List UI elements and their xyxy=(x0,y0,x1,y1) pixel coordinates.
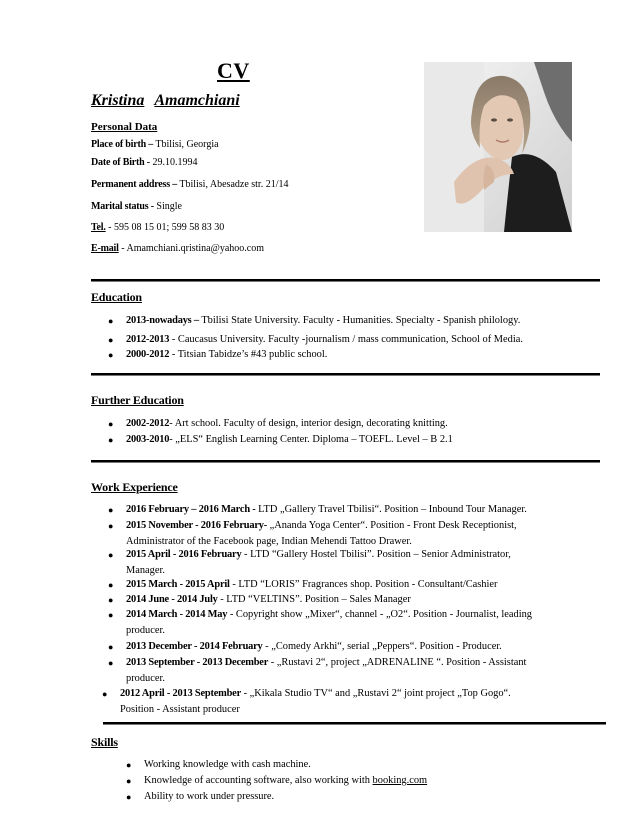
education-text: - Caucasus University. Faculty -journalism / mass communication, School of Media. xyxy=(169,334,523,345)
education-years: 2000-2012 xyxy=(126,349,170,360)
bullet-icon: ● xyxy=(126,776,132,786)
further-education-years: 2002-2012 xyxy=(126,418,170,429)
personal-value: Tbilisi, Abesadze str. 21/14 xyxy=(177,179,289,190)
skill-text: Working knowledge with cash machine. xyxy=(144,759,311,770)
work-item xyxy=(108,577,498,593)
bullet-icon: ● xyxy=(108,505,114,515)
education-years: 2013-nowadays – xyxy=(126,315,199,326)
personal-value: - Amamchiani.qristina@yahoo.com xyxy=(118,243,264,254)
work-item xyxy=(108,547,511,579)
work-text: - „Comedy Arkhi“, serial „Peppers“. Position - Producer. xyxy=(262,641,502,652)
further-education-item xyxy=(108,432,453,448)
work-text: - Copyright show „Mixer“, channel - „O2“. Position - Journalist, leading xyxy=(227,609,532,620)
bullet-icon: ● xyxy=(108,610,114,620)
work-text-continued: Administrator of the Facebook page, Indian Mehendi Tattoo Drawer. xyxy=(126,536,412,547)
personal-value: - 595 08 15 01; 599 58 83 30 xyxy=(105,222,225,233)
section-divider xyxy=(91,279,600,281)
work-text-continued: producer. xyxy=(126,625,165,636)
work-text: „Ananda Yoga Center“. Position - Front Desk Receptionist, xyxy=(266,520,517,531)
first-name: Kristina xyxy=(91,92,145,109)
last-name: Amamchiani xyxy=(154,92,240,109)
personal-value: Tbilisi, Georgia xyxy=(153,139,219,150)
bullet-icon: ● xyxy=(108,521,114,531)
portrait-photo xyxy=(424,62,572,232)
skill-item xyxy=(126,773,428,789)
work-period: 2016 February – 2016 March - xyxy=(126,504,256,515)
work-item xyxy=(108,639,502,655)
work-text-continued: Manager. xyxy=(126,565,165,576)
further-education-text: - „ELS“ English Learning Center. Diploma – TOEFL. Level – B 2.1 xyxy=(169,434,453,445)
personal-value: Single xyxy=(153,201,182,212)
work-experience-heading: Work Experience xyxy=(91,480,178,494)
work-text: - „Rustavi 2“, project „ADRENALINE “. Position - Assistant xyxy=(268,657,527,668)
personal-label: E-mail xyxy=(91,243,119,254)
personal-row-marital xyxy=(91,201,182,212)
bullet-icon: ● xyxy=(108,335,114,345)
work-text: - LTD “VELTINS”. Position – Sales Manager xyxy=(217,594,411,605)
bullet-icon: ● xyxy=(102,689,108,699)
further-education-item xyxy=(108,416,448,432)
education-years: 2012-2013 xyxy=(126,334,170,345)
personal-row-birthplace xyxy=(91,139,219,150)
work-text: LTD „Gallery Travel Tbilisi“. Position – Inbound Tour Manager. xyxy=(255,504,527,515)
bullet-icon: ● xyxy=(108,435,114,445)
bullet-icon: ● xyxy=(126,792,132,802)
work-period: 2014 June - 2014 July xyxy=(126,594,218,605)
personal-row-email xyxy=(91,243,264,254)
skill-text: Ability to work under pressure. xyxy=(144,791,275,802)
work-period: 2012 April - 2013 September xyxy=(120,688,242,699)
work-item xyxy=(108,607,532,639)
education-item xyxy=(108,313,521,329)
document-title: CV xyxy=(217,58,250,83)
work-period: 2014 March - 2014 May xyxy=(126,609,228,620)
work-text: - LTD “LORIS” Fragrances shop. Position - Consultant/Cashier xyxy=(229,579,498,590)
personal-label: Marital status - xyxy=(91,201,154,212)
work-period: 2015 April - 2016 February xyxy=(126,549,242,560)
bullet-icon: ● xyxy=(108,595,114,605)
bullet-icon: ● xyxy=(108,350,114,360)
education-text: - Titsian Tabidze’s #43 public school. xyxy=(169,349,328,360)
work-period: 2013 September - 2013 December xyxy=(126,657,269,668)
work-period: 2013 December - 2014 February xyxy=(126,641,263,652)
skill-item xyxy=(126,789,275,805)
bullet-icon: ● xyxy=(108,316,114,326)
work-text: - LTD “Gallery Hostel Tbilisi”. Position – Senior Administrator, xyxy=(241,549,511,560)
further-education-years: 2003-2010 xyxy=(126,434,170,445)
section-divider xyxy=(103,722,606,724)
further-education-text: - Art school. Faculty of design, interior design, decorating knitting. xyxy=(169,418,448,429)
personal-row-birthdate xyxy=(91,157,197,168)
work-item xyxy=(108,592,411,608)
bullet-icon: ● xyxy=(108,580,114,590)
booking-link[interactable]: booking.com xyxy=(372,775,428,786)
section-divider xyxy=(91,373,600,375)
education-heading: Education xyxy=(91,290,142,304)
education-text: Tbilisi State University. Faculty - Humanities. Specialty - Spanish philology. xyxy=(198,315,521,326)
personal-label: Tel. xyxy=(91,222,106,233)
portrait-illustration xyxy=(424,62,572,232)
skill-item xyxy=(126,757,311,773)
work-text-continued: producer. xyxy=(126,673,165,684)
work-period: 2015 March - 2015 April xyxy=(126,579,230,590)
bullet-icon: ● xyxy=(108,658,114,668)
further-education-heading: Further Education xyxy=(91,393,184,407)
personal-value: 29.10.1994 xyxy=(149,157,198,168)
candidate-name xyxy=(91,92,250,110)
work-item xyxy=(108,655,527,687)
education-item xyxy=(108,347,328,363)
skill-text: Knowledge of accounting software, also working with xyxy=(144,775,373,786)
personal-row-tel xyxy=(91,222,224,233)
bullet-icon: ● xyxy=(108,550,114,560)
personal-row-address xyxy=(91,179,289,190)
work-period: 2015 November - 2016 February- xyxy=(126,520,267,531)
work-text-continued: Position - Assistant producer xyxy=(120,704,240,715)
bullet-icon: ● xyxy=(108,419,114,429)
work-item xyxy=(102,686,511,718)
personal-label: Date of Birth - xyxy=(91,157,150,168)
section-divider xyxy=(91,460,600,462)
work-item xyxy=(108,518,517,550)
bullet-icon: ● xyxy=(126,760,132,770)
work-text: - „Kikala Studio TV“ and „Rustavi 2“ joint project „Top Gogo“. xyxy=(241,688,511,699)
skills-heading: Skills xyxy=(91,735,118,749)
bullet-icon: ● xyxy=(108,642,114,652)
personal-data-heading: Personal Data xyxy=(91,121,158,133)
education-item xyxy=(108,332,523,348)
personal-label: Permanent address – xyxy=(91,179,178,190)
work-item xyxy=(108,502,527,518)
personal-label: Place of birth – xyxy=(91,139,154,150)
